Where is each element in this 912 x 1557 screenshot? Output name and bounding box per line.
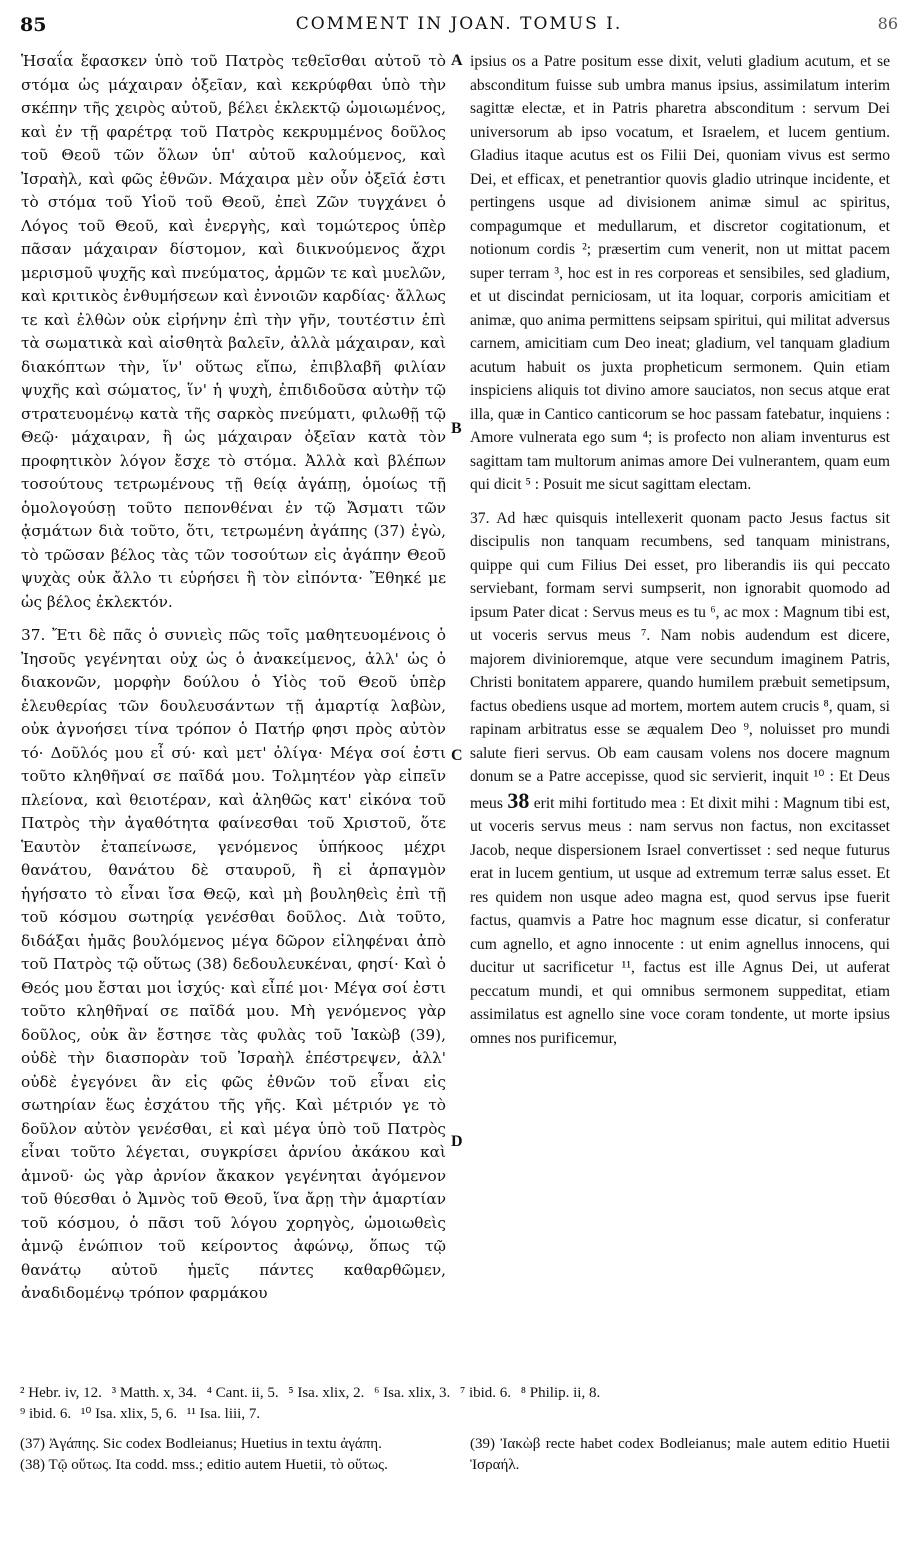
- critical-note-38: (38) Τῷ οὕτως. Ita codd. mss.; editio autem Huetii, τὸ οὕτως.: [20, 1456, 388, 1473]
- footnote-ref: ⁵ Isa. xlix, 2.: [288, 1385, 365, 1401]
- critical-note-39: (39) Ἰακὼβ recte habet codex Bodleianus; male autem editio Huetii Ἰσραήλ.: [470, 1436, 890, 1473]
- critical-notes-left: [20, 1434, 440, 1475]
- critical-note-37: (37) Ἀγάπης. Sic codex Bodleianus; Huetius in textu ἀγάπη.: [20, 1436, 382, 1452]
- footnote-ref: ⁷ ibid. 6.: [459, 1385, 512, 1401]
- margin-mark-a: A: [451, 52, 463, 69]
- footnote-ref: ² Hebr. iv, 12.: [20, 1385, 102, 1401]
- footnote-ref: ⁶ Isa. xlix, 3.: [374, 1385, 451, 1401]
- margin-mark-b: B: [451, 420, 462, 437]
- greek-column: [21, 50, 446, 1375]
- running-header: [20, 14, 898, 40]
- margin-mark-c: C: [451, 747, 463, 764]
- latin-paragraph-1: ipsius os a Patre positum esse dixit, veluti gladium acutum, et se absconditum fuisse sub umbra manus ipsius, assimilatum interim sagittæ electæ, et in Patris pharetra absconditum : servum Dei universorum ab ipso vocatum, et Israelem, et lucem gentium. Gladius itaque acutus est os Filii Dei, quoniam vivus est sermo Dei, et efficax, et penetrantior quovis gladio utrinque incidente, et pertingens usque ad divisionem animæ simul ac spiritus, compagumque et medullarum, et discretor cogitationum, et notionum cordis ²; præsertim cum venerit, non ut mittat pacem super terram ³, hoc est in res corporeas et sensibiles, sed gladium, et ut discindat perniciosam, ut ita loquar, corporis amicitiam et animæ, quo anima permittens seipsam spiritui, qui militat adversus carnem, amicitiam cum Deo ineat; gladium, vel tanquam gladium acutum habuit os juxta propheticum sermonem. Quin etiam inspiciens aliquis tot divino amore sauciatos, non secus atque erat illa, quæ in Cantico canticorum se hoc passam fatebatur, inquiens : Amore vulnerata ego sum ⁴; is profecto non aliam inventurus est sagittam tam multorum animas amore Dei vulnerantem, quam eum qui dicit ⁵ : Posuit me sicut sagittam electam.: [470, 53, 890, 493]
- latin-paragraph-2-part-1: 37. Ad hæc quisquis intellexerit quonam pacto Jesus factus sit discipulis non tanquam recumbens, sed tanquam ministrans, quippe qui cum Filius Dei esset, pro liberandis iis qui peccato serviebant, formam servi sumpserit, non ignorabit quomodo ad ipsum Pater dicat : Servus meus es tu ⁶, ac mox : Magnum tibi est, ut voceris servus meus ⁷. Nam nobis audendum est dicere, majorem divinioremque, atque vere secundum imaginem Patris, Christi bonitatem apparere, quando humilem præbuit semetipsum, factus obediens usque ad mortem, mortem autem crucis ⁸, quam, si rapinam arbitratus esse se æqualem Deo ⁹, noluisset pro mundi salute fieri servus. Ob eam causam volens nos docere magnum donum se a Patre accepisse, quod sic servierit, inquit ¹⁰ : Et Deus meus: [470, 509, 890, 812]
- column-number: 38: [507, 787, 530, 813]
- critical-notes-right: [470, 1434, 890, 1475]
- scripture-footnotes: [20, 1383, 896, 1425]
- footnote-ref: ¹¹ Isa. liii, 7.: [186, 1406, 261, 1422]
- margin-mark-d: D: [451, 1133, 463, 1150]
- running-title: COMMENT IN JOAN. TOMUS I.: [295, 14, 623, 34]
- greek-paragraph-2: 37. Ἔτι δὲ πᾶς ὁ συνιεὶς πῶς τοῖς μαθητευομένοις ὁ Ἰησοῦς γεγένηται οὐχ ὡς ὁ ἀνακείμενος, ἀλλ' ὡς ὁ διακονῶν, μορφὴν δούλου ὁ Υἱὸς τοῦ Θεοῦ ὑπὲρ ἐλευθερίας τῶν δουλευσάντων τῇ ἁμαρτίᾳ λαβὼν, οὐκ ἀγνοήσει τίνα τρόπον ὁ Πατήρ φησι πρὸς αὐτὸν τό· Δοῦλός μου εἶ σύ· καὶ μετ' ὀλίγα· Μέγα σοί ἐστι τοῦτο κληθῆναί σε παῖδά μου. Τολμητέον γὰρ εἰπεῖν πλείονα, καὶ θειοτέραν, καὶ ἀληθῶς κατ' εἰκόνα τοῦ Πατρὸς τὴν ἀγαθότητα φαίνεσθαι τοῦ Χριστοῦ, ὅτε Ἑαυτὸν ἐταπείνωσε, γενόμενος ὑπήκοος μέχρι θανάτου, θανάτου δὲ σταυροῦ, ἢ εἰ ἁρπαγμὸν ἡγήσατο τὸ εἶναι ἴσα Θεῷ, καὶ μὴ βουληθεὶς ἐπὶ τῇ τοῦ κόσμου σωτηρίᾳ γενέσθαι δοῦλος. Διὰ τοῦτο, διδάξαι ἡμᾶς βουλόμενος μέγα δῶρον εἰληφέναι ἀπὸ τοῦ Πατρὸς τῷ οὕτως (38) δεδουλευκέναι, φησί· Καὶ ὁ Θεός μου ἔσται μοι ἰσχύς· καὶ εἶπέ μοι· Μέγα σοί ἐστι τοῦτο κληθῆναί σε παῖδά μου. Μὴ γενόμενος γὰρ δοῦλος, οὐκ ἂν ἔστησε τὰς φυλὰς τοῦ Ἰακὼβ (39), οὐδὲ τὴν διασπορὰν τοῦ Ἰσραὴλ ἐπέστρεψεν, ἀλλ' οὐδὲ ἐγεγόνει ἂν εἰς φῶς ἐθνῶν τοῦ εἶναι εἰς σωτηρίαν ἕως ἐσχάτου τῆς γῆς. Καὶ μέτριόν γε τὸ δοῦλον αὐτὸν γενέσθαι, εἰ καὶ μέγα ὑπὸ τοῦ Πατρὸς εἶναι τοῦτο λέγεται, συγκρίσει ἀρνίου ἀκάκου καὶ ἀμνοῦ· ὡς γὰρ ἀρνίον ἄκακον γεγένηται ἀγόμενον τοῦ θύεσθαι ὁ Ἀμνὸς τοῦ Θεοῦ, ἵνα ἄρῃ τὴν ἁμαρτίαν τοῦ κόσμου, ὁ πᾶσι τοῦ λόγου χορηγὸς, ὡμοιωθεὶς ἀμνῷ ἐνώπιον τοῦ κείροντος ἀφώνῳ, ὅπως τῷ θανάτῳ αὐτοῦ ἡμεῖς πάντες καθαρθῶμεν, ἀναδιδομένῳ τρόπον φαρμάκου: [21, 626, 446, 1302]
- footnote-ref: ¹⁰ Isa. xlix, 5, 6.: [80, 1406, 178, 1422]
- footnote-ref: ⁴ Cant. ii, 5.: [206, 1385, 279, 1401]
- latin-paragraph-2: [470, 507, 890, 1051]
- page-number-right: 86: [877, 14, 898, 33]
- latin-column: [470, 50, 890, 1375]
- latin-paragraph-2-part-2: erit mihi fortitudo mea : Et dixit mihi : Magnum tibi est, ut voceris servus meus : nam servus non factus, non excitasset Jacob, neque dispersionem Israel convertisset : sed neque futurus erat in lucem gentium, ut usque ad extremum terræ salus esset. Et res quidem non usque adeo magna est, quod servus ipse fuerit factus, quamvis a Patre hoc magnum esse dicatur, si conferatur cum agnello, et agno innocente : ut enim agnellus innocens, qui ducitur ut sacrificetur ¹¹, factus est ille Agnus Dei, ut auferat peccatum mundi, et qui omnibus sermonem suppeditat, etiam assimilatus est agnello sine voce coram tondente, ut morte ipsius omnes nos purificemur,: [470, 794, 890, 1047]
- footnote-ref: ⁸ Philip. ii, 8.: [520, 1385, 601, 1401]
- greek-paragraph-1: Ἡσαΐα ἔφασκεν ὑπὸ τοῦ Πατρὸς τεθεῖσθαι αὐτοῦ τὸ στόμα ὡς μάχαιραν ὀξεῖαν, καὶ κεκρύφθαι ὑπὸ τὴν σκέπην τῆς χειρὸς αὐτοῦ, βέλει ἐκλεκτῷ ὡμοιωμένος, καὶ ἐν τῇ φαρέτρᾳ τοῦ Πατρὸς κεκρυμμένος δοῦλος τοῦ Θεοῦ τῶν ὅλων ὑπ' αὐτοῦ καλούμενος, καὶ Ἰσραὴλ, καὶ φῶς ἐθνῶν. Μάχαιρα μὲν οὖν ὀξεῖά ἐστι τὸ στόμα τοῦ Υἱοῦ τοῦ Θεοῦ, ἐπεὶ Ζῶν τυγχάνει ὁ Λόγος τοῦ Θεοῦ, καὶ ἐνεργὴς, καὶ τομώτερος ὑπὲρ πᾶσαν μάχαιραν δίστομον, καὶ διικνούμενος ἄχρι μερισμοῦ ψυχῆς καὶ πνεύματος, ἁρμῶν τε καὶ μυελῶν, καὶ κριτικὸς ἐνθυμήσεων καὶ ἐννοιῶν καρδίας· ἄλλως τε καὶ ἐλθὼν οὐκ εἰρήνην ἐπὶ τὴν γῆν, τουτέστιν ἐπὶ τὰ σωματικὰ καὶ αἰσθητὰ βαλεῖν, ἀλλὰ μάχαιραν, καὶ διακόπτων τὴν, ἵν' οὕτως εἴπω, ἐπιβλαβῆ φιλίαν ψυχῆς καὶ σώματος, ἵν' ἡ ψυχὴ, ἐπιδιδοῦσα αὐτὴν τῷ στρατευομένῳ κατὰ τῆς σαρκὸς πνεύματι, φιλωθῇ τῷ Θεῷ· μάχαιραν, ἢ ὡς μάχαιραν ὀξεῖαν κατὰ τὸν προφητικὸν λόγον ἔσχε τὸ στόμα. Ἀλλὰ καὶ βλέπων τοσούτους τετρωμένους τῇ θείᾳ ἀγάπῃ, ὁμοίως τῇ ὁμολογούσῃ τοῦτο πεπονθέναι ἐν τῷ Ἄσματι τῶν ᾀσμάτων διὰ τοῦτο, ὅτι, τετρωμένη ἀγάπης (37) ἐγὼ, τὸ τρῶσαν βέλος τὰς τῶν τοσούτων εἰς ἀγάπην Θεοῦ ψυχὰς οὐκ ἄλλο τι εὑρήσει ἢ τὸν εἰπόντα· Ἔθηκέ με ὡς βέλος ἐκλεκτόν.: [21, 52, 446, 611]
- footnote-ref: ³ Matth. x, 34.: [111, 1385, 197, 1401]
- footnote-ref: ⁹ ibid. 6.: [20, 1406, 72, 1422]
- page-number-left: 85: [20, 14, 47, 36]
